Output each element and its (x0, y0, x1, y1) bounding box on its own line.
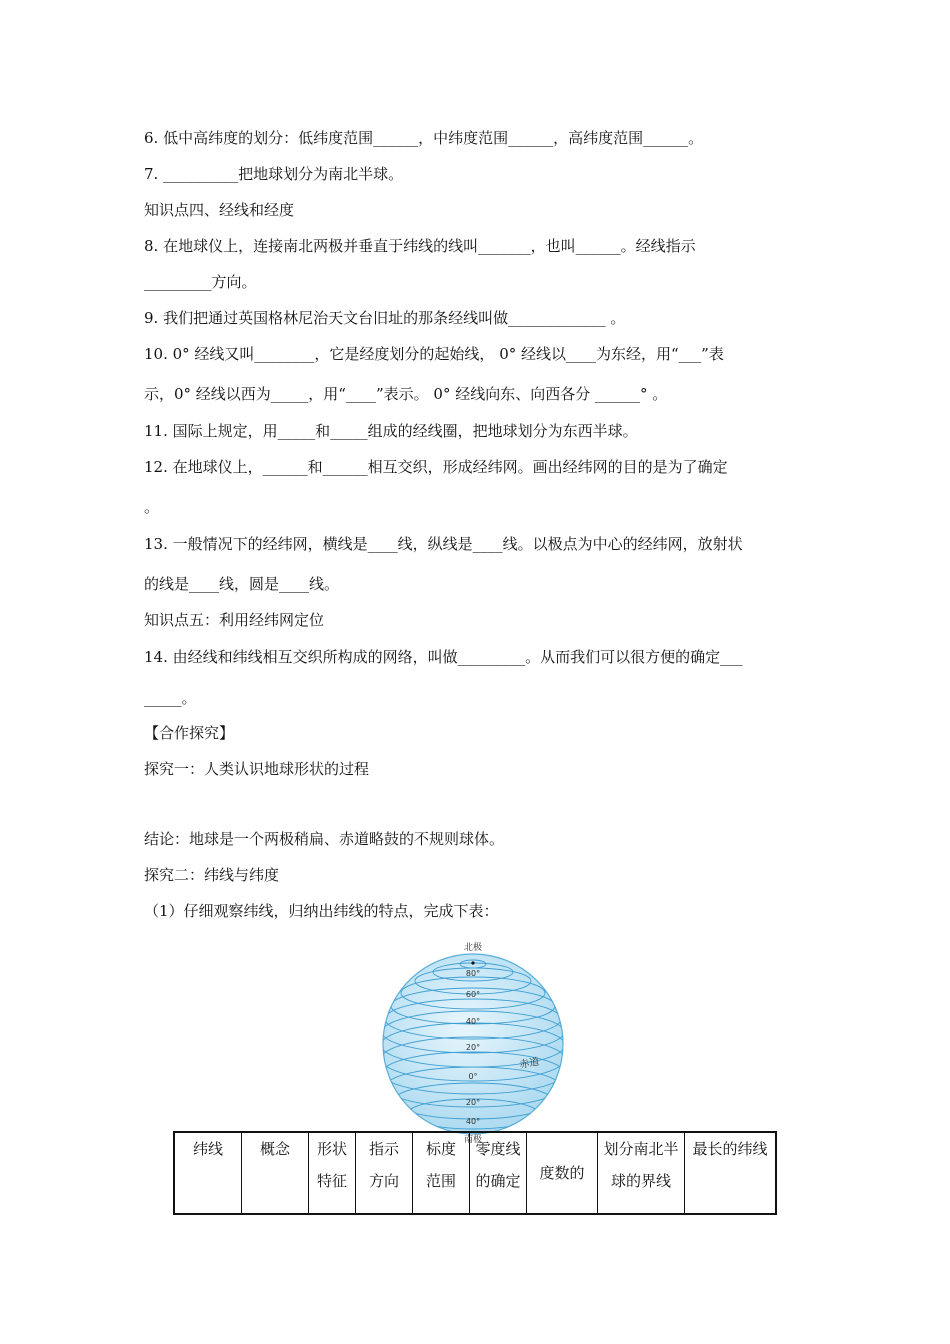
lat-label-20s: 20° (465, 1098, 481, 1107)
north-pole-label: 北极 (463, 943, 483, 953)
line-8-cont: _________方向。 (144, 273, 257, 291)
line-10: 10. 0° 经线又叫________，它是经度划分的起始线， 0° 经线以____为东经，用“___”表 (144, 345, 724, 363)
header-cell-zero-line[interactable]: 零度线 的确定 (470, 1132, 527, 1214)
line-13-cont: 的线是____线，圆是____线。 (144, 575, 340, 593)
line-10-cont: 示，0° 经线以西为_____，用“____”表示。 0° 经线向东、向西各分 ______° 。 (144, 385, 668, 403)
header-cell-shape[interactable]: 形状 特征 (309, 1132, 356, 1214)
north-pole-dot (471, 961, 474, 964)
header-cell-longest[interactable]: 最长的纬线 (685, 1132, 777, 1214)
explore-1-heading: 探究一：人类认识地球形状的过程 (144, 760, 370, 778)
latitude-globe-figure (382, 938, 564, 1144)
line-13: 13. 一般情况下的经纬网，横线是____线，纵线是____线。以极点为中心的经纬网，放射状 (144, 535, 743, 553)
lat-label-40n: 40° (465, 1017, 481, 1026)
header-cell-boundary[interactable]: 划分南北半 球的界线 (598, 1132, 685, 1214)
line-14-cont: _____。 (144, 689, 197, 707)
line-6: 6. 低中高纬度的划分：低纬度范围______，中纬度范围______，高纬度范围______。 (144, 129, 704, 147)
line-7: 7. __________把地球划分为南北半球。 (144, 165, 404, 183)
header-cell-concept[interactable]: 概念 (242, 1132, 309, 1214)
line-11: 11. 国际上规定，用_____和_____组成的经线圈，把地球划分为东西半球。 (144, 422, 638, 440)
instruction-1: （1）仔细观察纬线，归纳出纬线的特点，完成下表： (144, 902, 499, 920)
lat-label-80: 80° (465, 969, 481, 978)
lat-label-0: 0° (468, 1072, 478, 1081)
lat-label-40s: 40° (465, 1117, 481, 1126)
south-pole-label: 南极 (463, 1135, 483, 1144)
globe-svg (382, 938, 564, 1144)
header-cell-range[interactable]: 标度 范围 (413, 1132, 470, 1214)
line-14: 14. 由经线和纬线相互交织所构成的网络，叫做_________。从而我们可以很方便的确定___ (144, 648, 743, 666)
line-12: 12. 在地球仪上，______和______相互交织，形成经纬网。画出经纬网的目的是为了确定 (144, 458, 728, 476)
latitude-table (173, 1131, 777, 1215)
section-5-heading: 知识点五：利用经纬网定位 (144, 611, 325, 629)
section-4-heading: 知识点四、经线和经度 (144, 201, 295, 219)
header-cell-degrees[interactable]: 度数的 (527, 1132, 598, 1214)
conclusion: 结论：地球是一个两极稍扁、赤道略鼓的不规则球体。 (144, 830, 505, 848)
header-cell-direction[interactable]: 指示 方向 (356, 1132, 413, 1214)
lat-label-60: 60° (465, 990, 481, 999)
line-8: 8. 在地球仪上，连接南北两极并垂直于纬线的线叫_______，也叫______。经线指示 (144, 237, 696, 255)
line-12-cont: 。 (144, 498, 160, 516)
lat-label-20n: 20° (465, 1043, 481, 1052)
table-row (174, 1132, 776, 1214)
line-9: 9. 我们把通过英国格林尼治天文台旧址的那条经线叫做_____________ 。 (144, 309, 626, 327)
equator-label: 赤道 (518, 1056, 541, 1071)
cooperative-heading: 【合作探究】 (144, 724, 235, 742)
header-cell-latitude[interactable]: 纬线 (174, 1132, 242, 1214)
explore-2-heading: 探究二：纬线与纬度 (144, 866, 280, 884)
